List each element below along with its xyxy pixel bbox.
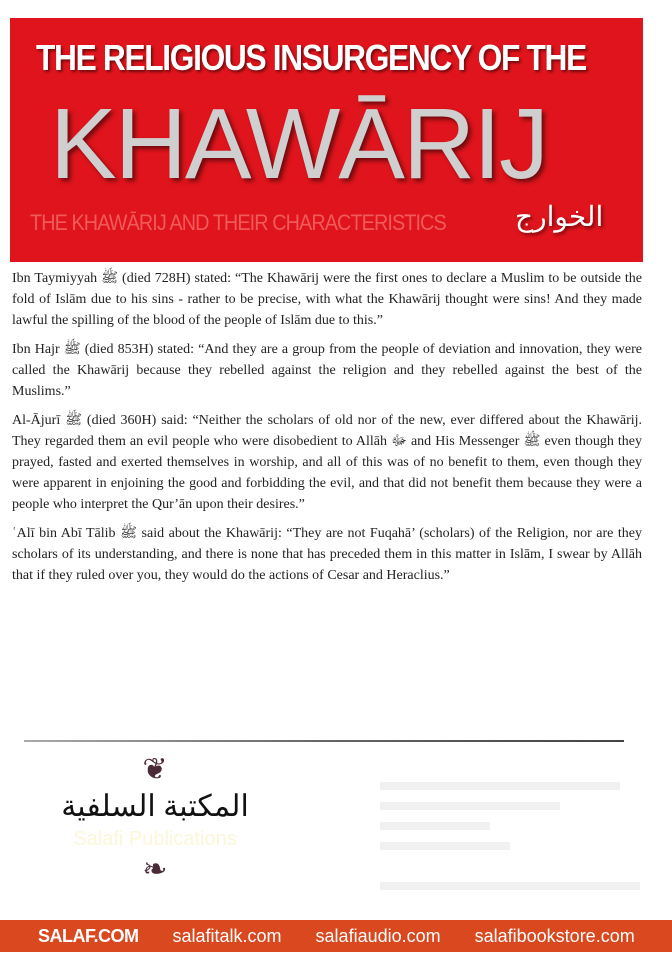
link-salafitalk[interactable]: salafitalk.com bbox=[172, 925, 282, 946]
publisher-logo bbox=[55, 752, 255, 888]
link-salafiaudio[interactable]: salafiaudio.com bbox=[315, 925, 441, 946]
quote-ibn-hajr: Ibn Hajr ﷺ (died 853H) stated: “And they are a group from the people of deviation and innovation, they were called the Khawārij because they rebelled against the religion and they rebelled against the best of the Muslims.” bbox=[12, 342, 642, 399]
faint-text bbox=[380, 822, 490, 830]
divider bbox=[24, 740, 624, 742]
cover-banner bbox=[10, 18, 643, 262]
link-salafibookstore[interactable]: salafibookstore.com bbox=[474, 925, 635, 946]
faint-text bbox=[380, 842, 510, 850]
publisher-english-name: Salafi Publications bbox=[73, 828, 237, 850]
title-line1: THE RELIGIOUS INSURGENCY OF THE bbox=[36, 37, 586, 78]
main-title: KHAWĀRIJ bbox=[50, 88, 547, 200]
subtitle: THE KHAWĀRIJ AND THEIR CHARACTERISTICS bbox=[30, 210, 446, 235]
faint-text bbox=[380, 882, 640, 890]
quote-ali: ʿAlī bin Abī Tālib ﷺ said about the Khawārij: “They are not Fuqahā’ (scholars) of the Religion, nor are they scholars of its understanding, and there is none that has preceded them in this matter in Islām, I swear by Allāh that if they ruled over you, they would do the actions of Cesar and Heraclius.” bbox=[12, 526, 642, 583]
faint-text bbox=[380, 782, 620, 790]
arabic-title: الخوارج bbox=[515, 202, 604, 233]
ornament-top-icon: ❦ bbox=[142, 753, 168, 786]
faint-text bbox=[380, 802, 560, 810]
link-salaf[interactable]: SALAF.COM bbox=[38, 925, 139, 946]
footer-bar bbox=[0, 920, 672, 952]
quote-ibn-taymiyyah: Ibn Taymiyyah ﷺ (died 728H) stated: “The Khawārij were the first ones to declare a Muslim to be outside the fold of Islām due to his sins - rather to be precise, with what the Khawārij thought were sins! And they made lawful the spilling of the blood of the people of Islām due to this.” bbox=[12, 271, 642, 328]
body-text bbox=[12, 268, 642, 594]
publisher-arabic-name: المكتبة السلفية bbox=[61, 790, 249, 823]
quote-al-ajuri: Al-Ājurī ﷺ (died 360H) said: “Neither the scholars of old nor of the new, ever differed about the Khawārij. They regarded them an evil people who were disobedient to Allāh ﷻ and His Messenger ﷺ even though they prayed, fasted and exerted themselves in worship, and all of this was of no benefit to them, even though they were apparent in enjoining the good and forbidding the evil, and that did not benefit them because they were a people who interpret the Qur’ān upon their desires.” bbox=[12, 413, 643, 512]
ornament-bottom-icon: ❧ bbox=[142, 853, 168, 886]
